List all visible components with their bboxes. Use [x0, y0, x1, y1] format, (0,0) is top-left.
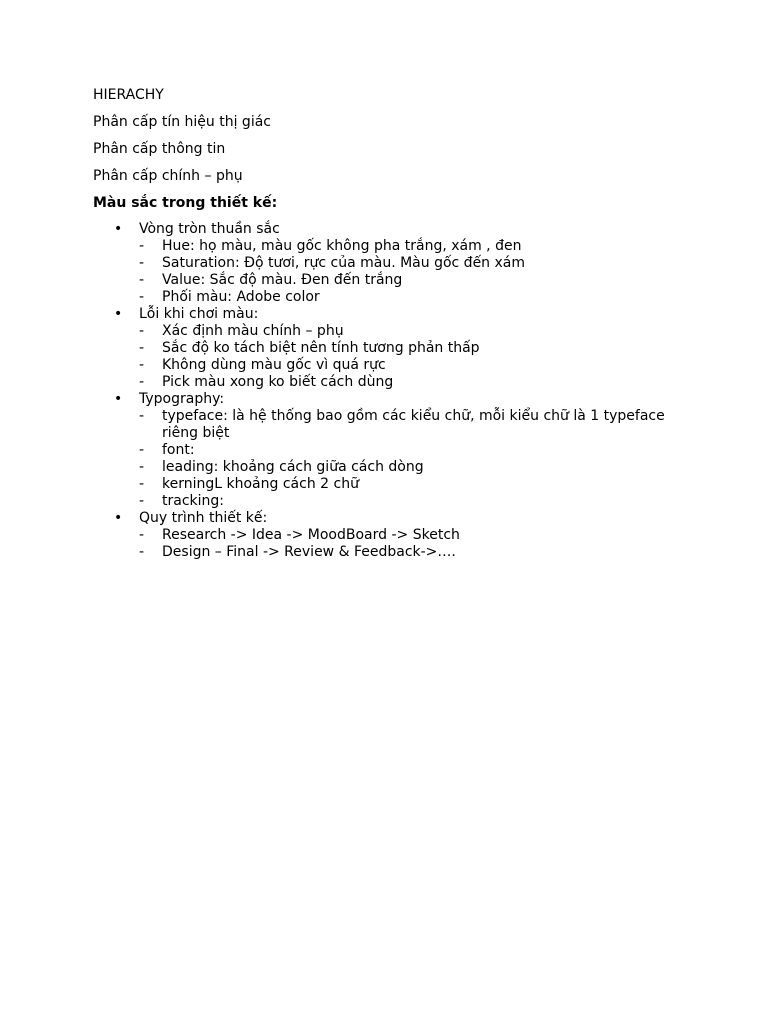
sub-item	[139, 459, 693, 476]
dash-icon: -	[139, 442, 145, 458]
sub-item-text: typeface: là hệ thống bao gồm các kiểu chữ, mỗi kiểu chữ là 1 typeface riêng biệt	[162, 408, 665, 441]
dash-icon: -	[139, 255, 145, 271]
section-heading-color: Màu sắc trong thiết kế:	[93, 195, 278, 211]
sub-item-text: Design – Final -> Review & Feedback->….	[162, 544, 456, 560]
sub-item-text: Phối màu: Adobe color	[162, 289, 320, 305]
paragraph-visual-hierarchy: Phân cấp tín hiệu thị giác	[93, 114, 271, 130]
dash-icon: -	[139, 289, 145, 305]
bullet-dot-icon: •	[114, 510, 123, 526]
sub-item-text: Saturation: Độ tươi, rực của màu. Màu gốc đến xám	[162, 255, 526, 271]
bullet-dot-icon: •	[114, 221, 123, 237]
sub-item	[139, 289, 693, 306]
sub-item	[139, 442, 693, 459]
sub-item	[139, 340, 693, 357]
dash-icon: -	[139, 408, 145, 424]
bullet-list	[93, 221, 693, 561]
dash-icon: -	[139, 459, 145, 475]
sub-item	[139, 408, 693, 442]
dash-icon: -	[139, 272, 145, 288]
sub-list	[139, 323, 693, 391]
sub-item	[139, 238, 693, 255]
dash-icon: -	[139, 357, 145, 373]
sub-list	[139, 527, 693, 561]
sub-item	[139, 544, 693, 561]
dash-icon: -	[139, 544, 145, 560]
dash-icon: -	[139, 238, 145, 254]
sub-item	[139, 476, 693, 493]
sub-item-text: Research -> Idea -> MoodBoard -> Sketch	[162, 527, 460, 543]
dash-icon: -	[139, 323, 145, 339]
sub-list	[139, 238, 693, 306]
document-page	[93, 86, 693, 561]
sub-item	[139, 493, 693, 510]
sub-item-text: leading: khoảng cách giữa cách dòng	[162, 459, 424, 475]
dash-icon: -	[139, 374, 145, 390]
bullet-label: Typography:	[139, 391, 225, 407]
bullet-item-color-wheel	[93, 221, 693, 306]
bullet-dot-icon: •	[114, 306, 123, 322]
bullet-item-typography	[93, 391, 693, 510]
sub-list	[139, 408, 693, 510]
sub-item-text: kerningL khoảng cách 2 chữ	[162, 476, 359, 492]
sub-item-text: Pick màu xong ko biết cách dùng	[162, 374, 394, 390]
sub-item-text: Sắc độ ko tách biệt nên tính tương phản thấp	[162, 340, 480, 356]
paragraph-main-sub-hierarchy: Phân cấp chính – phụ	[93, 168, 243, 184]
sub-item-text: font:	[162, 442, 195, 458]
bullet-label: Lỗi khi chơi màu:	[139, 306, 259, 322]
sub-item	[139, 357, 693, 374]
sub-item-text: Không dùng màu gốc vì quá rực	[162, 357, 386, 373]
dash-icon: -	[139, 476, 145, 492]
paragraph-info-hierarchy: Phân cấp thông tin	[93, 141, 226, 157]
bullet-label: Vòng tròn thuần sắc	[139, 221, 280, 237]
dash-icon: -	[139, 493, 145, 509]
bullet-dot-icon: •	[114, 391, 123, 407]
bullet-label: Quy trình thiết kế:	[139, 510, 268, 526]
sub-item	[139, 527, 693, 544]
sub-item	[139, 255, 693, 272]
sub-item-text: Xác định màu chính – phụ	[162, 323, 344, 339]
sub-item-text: Hue: họ màu, màu gốc không pha trắng, xám , đen	[162, 238, 522, 254]
bullet-item-design-process	[93, 510, 693, 561]
dash-icon: -	[139, 340, 145, 356]
sub-item	[139, 374, 693, 391]
sub-item	[139, 272, 693, 289]
sub-item-text: tracking:	[162, 493, 224, 509]
heading-hierachy: HIERACHY	[93, 87, 164, 103]
dash-icon: -	[139, 527, 145, 543]
sub-item	[139, 323, 693, 340]
sub-item-text: Value: Sắc độ màu. Đen đến trắng	[162, 272, 403, 288]
bullet-item-color-mistakes	[93, 306, 693, 391]
